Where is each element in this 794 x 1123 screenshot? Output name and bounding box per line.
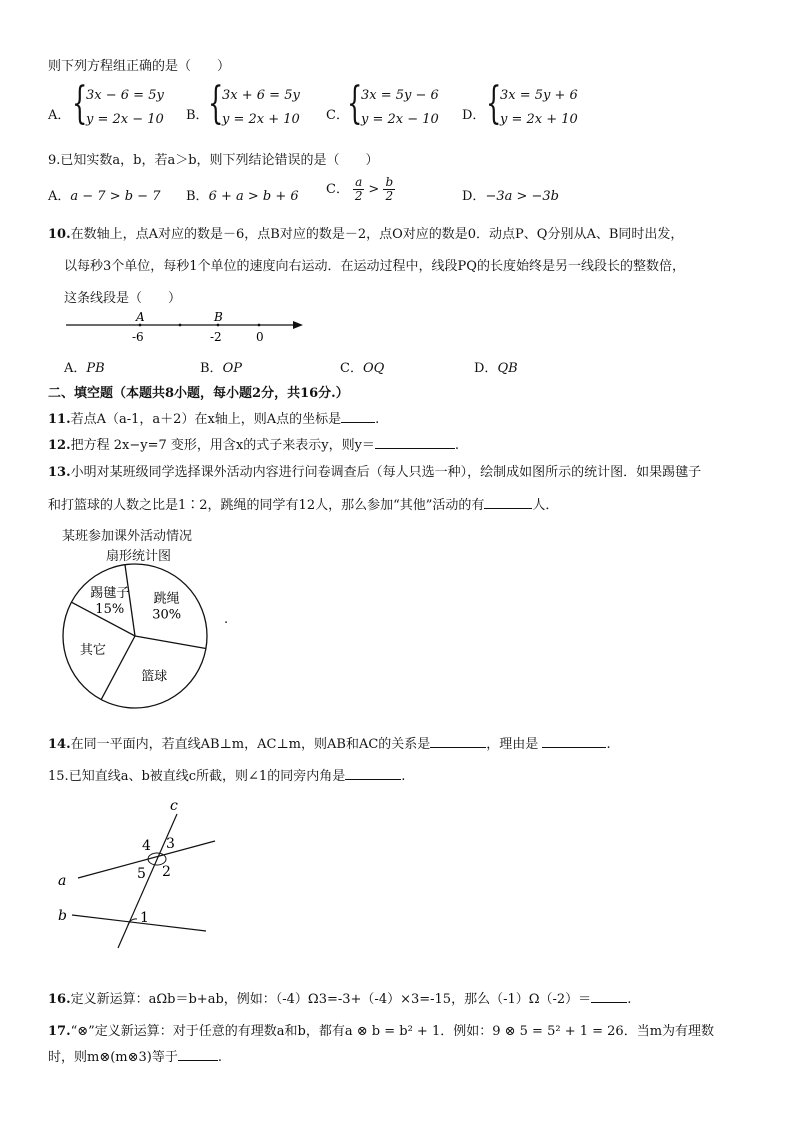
- q9-option-b-label: B．: [186, 189, 209, 204]
- q10-option-d: [474, 357, 518, 376]
- q10-line3: 这条线段是（ ）: [64, 291, 182, 306]
- q17-line1-text: “⊗”定义新运算：对于任意的有理数a和b，都有a ⊗ b = b² + 1．例如：9 ⊗ 5 = 5² + 1 = 26．当m为有理数: [70, 1024, 715, 1039]
- q8-stem: 则下列方程组正确的是（ ）: [48, 59, 231, 74]
- q8-option-d-eq2: y = 2x + 10: [500, 112, 578, 127]
- q13-line2-end: 人．: [532, 498, 559, 513]
- q12-end: .: [454, 438, 460, 453]
- q17-line1: [48, 1020, 714, 1039]
- pie-slice-name: 跳绳: [153, 591, 180, 607]
- q9-option-d: [462, 185, 559, 204]
- q8-option-c-eq2: y = 2x − 10: [361, 112, 439, 127]
- q9-option-a: [48, 185, 160, 204]
- parallel-lines-figure: [52, 798, 222, 958]
- answer-blank: [484, 496, 532, 509]
- point-a-label: A: [136, 310, 145, 324]
- q8-option-c-label: C．: [326, 108, 349, 123]
- angle-label-4: 4: [142, 838, 151, 854]
- q10-line1: [48, 223, 683, 242]
- brace-icon: {: [72, 78, 88, 129]
- brace-icon: {: [486, 78, 502, 129]
- q10-option-a: [64, 357, 105, 376]
- q16-end: .: [627, 992, 632, 1007]
- q10-option-d-label: D．: [474, 361, 498, 376]
- answer-blank: [591, 990, 627, 1003]
- q11: [48, 408, 379, 427]
- chart-trailing-period: .: [224, 612, 229, 627]
- q9-option-a-text: a − 7 > b − 7: [70, 189, 161, 204]
- q14-text: 在同一平面内，若直线AB⊥m，AC⊥m，则AB和AC的关系是: [70, 737, 431, 752]
- q15-text: 已知直线a、b被直线c所截，则∠1的同旁内角是: [68, 769, 346, 784]
- q8-option-a-label: A．: [48, 108, 71, 123]
- tick-label-a: -6: [132, 330, 144, 344]
- q11-text: 若点A（a-1，a＋2）在x轴上，则A点的坐标是: [70, 412, 342, 427]
- q8-option-d-eq1: 3x = 5y + 6: [500, 88, 578, 103]
- q9-option-c-label: C．: [326, 182, 349, 197]
- q13-line1-text: 小明对某班级同学选择课外活动内容进行问卷调查后（每人只选一种），绘制成如图所示的统计图．如果踢毽子: [70, 465, 702, 480]
- q8-option-c-eq1: 3x = 5y − 6: [361, 88, 439, 103]
- point-o-dot: [258, 324, 261, 327]
- q10-option-b: [200, 357, 242, 376]
- tick-label-o: 0: [256, 330, 264, 344]
- angle-label-5: 5: [137, 866, 146, 882]
- chart-title: 某班参加课外活动情况: [62, 529, 193, 544]
- pie-slice-name: 篮球: [141, 669, 168, 685]
- angle-label-3: 3: [166, 836, 175, 852]
- q10-option-b-label: B．: [200, 361, 223, 376]
- pie-slice-boundary: [101, 636, 135, 700]
- q8-option-a-eq1: 3x − 6 = 5y: [86, 88, 164, 103]
- q14: [48, 733, 611, 752]
- answer-blank: [345, 767, 401, 780]
- pie-slice-percent-label: 30%: [152, 607, 182, 623]
- pie-chart: [58, 562, 214, 712]
- q9-option-d-text: −3a > −3b: [485, 189, 559, 204]
- q8-option-b-eq1: 3x + 6 = 5y: [222, 88, 300, 103]
- q17-number: 17.: [48, 1024, 71, 1039]
- answer-blank: [542, 735, 606, 748]
- q8-option-a-eq2: y = 2x − 10: [86, 112, 164, 127]
- q11-number: 11.: [48, 412, 71, 427]
- q12-text: 把方程 2x−y=7 变形，用含x的式子来表示y，则y＝: [70, 438, 375, 453]
- q12-number: 12.: [48, 438, 71, 453]
- point-b-label: B: [214, 310, 223, 324]
- q10-option-a-label: A．: [64, 361, 87, 376]
- q10-number: 10.: [48, 227, 71, 242]
- q17-end: .: [217, 1050, 222, 1065]
- q10-line2: 以每秒3个单位，每秒1个单位的速度向右运动．在运动过程中，线段PQ的长度始终是另一线段长的整数倍，: [64, 259, 685, 274]
- answer-blank: [375, 436, 455, 449]
- q16-text: 定义新运算：aΩb＝b+ab，例如：（-4）Ω3=-3+（-4）×3=-15，那么（-1）Ω（-2）＝: [70, 992, 592, 1007]
- q10-line1-text: 在数轴上，点A对应的数是－6，点B对应的数是－2，点O对应的数是0．动点P、Q分别从A、B同时出发，: [70, 227, 684, 242]
- q10-option-c: [340, 357, 384, 376]
- q12: [48, 434, 459, 453]
- fraction-numerator: b: [385, 175, 394, 189]
- arrow-right-icon: [293, 321, 303, 329]
- q10-option-a-text: PB: [86, 361, 105, 376]
- q10-option-d-text: QB: [497, 361, 518, 376]
- fraction-denominator: 2: [385, 189, 394, 203]
- line-c-label: c: [170, 798, 178, 814]
- q15-end: .: [401, 769, 406, 784]
- q9-option-a-label: A．: [48, 189, 71, 204]
- answer-blank: [178, 1048, 218, 1061]
- fraction-denominator: 2: [354, 189, 363, 203]
- q9-option-d-label: D．: [462, 189, 486, 204]
- pie-slice-name: 其它: [79, 642, 106, 658]
- q14-end: .: [606, 737, 611, 752]
- fraction-a-over-2: [353, 176, 364, 203]
- q11-end: .: [375, 412, 380, 427]
- q9-option-c: [326, 176, 395, 203]
- q16: [48, 988, 631, 1007]
- q10-option-c-label: C．: [340, 361, 363, 376]
- angle-label-1: 1: [140, 910, 149, 926]
- line-b: [72, 915, 206, 931]
- point-a-dot: [139, 324, 142, 327]
- fraction-b-over-2: [383, 176, 395, 203]
- section-title: 二、填空题（本题共8小题，每小题2分，共16分.）: [48, 386, 349, 401]
- tick-label-b: -2: [210, 330, 222, 344]
- q14-number: 14.: [48, 737, 71, 752]
- q8-option-d-label: D．: [462, 108, 486, 123]
- answer-blank: [341, 410, 375, 423]
- pie-slice-boundary: [135, 636, 206, 649]
- q13-line2: [48, 494, 558, 513]
- angle-label-2: 2: [162, 864, 171, 880]
- chart-subtitle: 扇形统计图: [106, 549, 172, 564]
- q10-option-c-text: OQ: [362, 361, 385, 376]
- pie-slice-name: 踢毽子: [90, 585, 130, 601]
- q13-line2-text: 和打篮球的人数之比是1∶2，跳绳的同学有12人，那么参加“其他”活动的有: [48, 498, 485, 513]
- q9-option-b: [186, 185, 299, 204]
- brace-icon: {: [347, 78, 363, 129]
- q13-line1: [48, 461, 701, 480]
- line-a-label: a: [58, 873, 67, 889]
- fraction-numerator: a: [355, 175, 363, 189]
- point-b-dot: [217, 324, 220, 327]
- brace-icon: {: [208, 78, 224, 129]
- tick-dot: [179, 324, 182, 327]
- pie-slice-percent-label: 15%: [95, 601, 125, 617]
- answer-blank: [430, 735, 486, 748]
- line-b-label: b: [58, 908, 67, 924]
- q9-stem: 9.已知实数a，b，若a＞b，则下列结论错误的是（ ）: [48, 153, 379, 168]
- q9-option-b-text: 6 + a > b + 6: [208, 189, 299, 204]
- q10-option-b-text: OP: [222, 361, 242, 376]
- q13-number: 13.: [48, 465, 71, 480]
- greater-than-sign: >: [368, 182, 380, 197]
- q15-number: 15.: [48, 769, 69, 784]
- q16-number: 16.: [48, 992, 71, 1007]
- q15: [48, 765, 405, 784]
- q17-line2-text: 时，则m⊗(m⊗3)等于: [48, 1050, 178, 1065]
- q17-line2: [48, 1046, 222, 1065]
- q8-option-b-eq2: y = 2x + 10: [222, 112, 300, 127]
- q14-mid: ，理由是: [486, 737, 543, 752]
- line-c: [118, 814, 177, 948]
- q8-option-b-label: B．: [186, 108, 209, 123]
- number-line-figure: [60, 308, 310, 350]
